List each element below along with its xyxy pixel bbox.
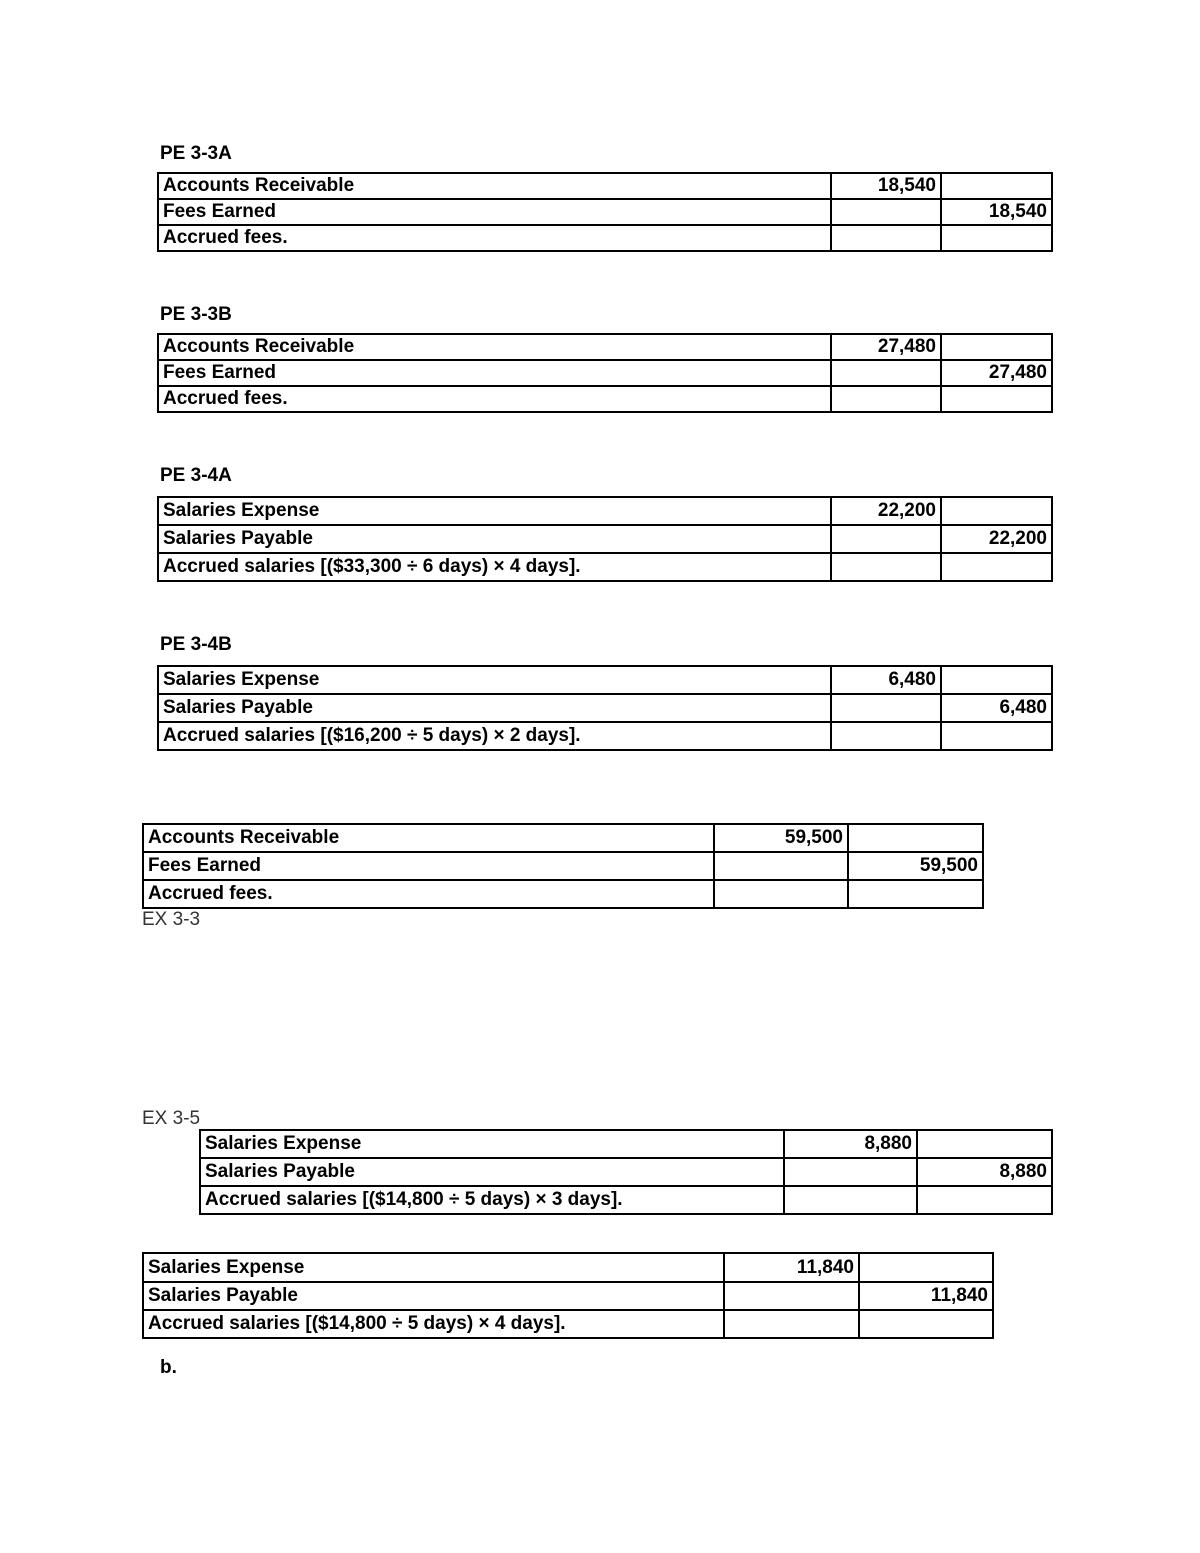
section-heading: PE 3-4A [160, 465, 232, 486]
credit-cell [917, 1130, 1052, 1158]
table-row [200, 1158, 1052, 1186]
debit-cell [831, 553, 941, 581]
account-cell: Accounts Receivable [143, 824, 714, 852]
table-row [158, 199, 1052, 225]
credit-cell [859, 1253, 993, 1282]
account-cell: Salaries Expense [158, 666, 831, 694]
table-row [158, 497, 1052, 525]
section-heading: PE 3-3A [160, 143, 232, 164]
table-row [158, 694, 1052, 722]
credit-cell: 27,480 [941, 360, 1052, 386]
table-row [158, 553, 1052, 581]
debit-cell [831, 225, 941, 251]
credit-cell: 18,540 [941, 199, 1052, 225]
table-row [158, 360, 1052, 386]
account-cell: Fees Earned [143, 852, 714, 880]
credit-cell [941, 173, 1052, 199]
account-cell: Salaries Payable [200, 1158, 784, 1186]
credit-cell [941, 386, 1052, 412]
table-row [143, 880, 983, 908]
explanation-cell: Accrued salaries [($14,800 ÷ 5 days) × 3 days]. [200, 1186, 784, 1214]
journal-entry-table [157, 333, 1053, 413]
part-label: b. [160, 1357, 177, 1378]
debit-cell [831, 199, 941, 225]
debit-cell: 11,840 [724, 1253, 859, 1282]
debit-cell [784, 1186, 917, 1214]
debit-cell [831, 722, 941, 750]
account-cell: Salaries Expense [158, 497, 831, 525]
table-row [200, 1130, 1052, 1158]
debit-cell [831, 694, 941, 722]
explanation-cell: Accrued fees. [158, 386, 831, 412]
explanation-cell: Accrued salaries [($16,200 ÷ 5 days) × 2 days]. [158, 722, 831, 750]
credit-cell [941, 722, 1052, 750]
account-cell: Accounts Receivable [158, 173, 831, 199]
section-heading: EX 3-5 [142, 1108, 201, 1129]
explanation-cell: Accrued salaries [($14,800 ÷ 5 days) × 4 days]. [143, 1310, 724, 1338]
table-row [143, 1282, 993, 1310]
debit-cell: 18,540 [831, 173, 941, 199]
credit-cell [941, 334, 1052, 360]
journal-entry-table [157, 172, 1053, 252]
section-heading: PE 3-4B [160, 634, 232, 655]
debit-cell [831, 386, 941, 412]
credit-cell [941, 497, 1052, 525]
explanation-cell: Accrued fees. [143, 880, 714, 908]
table-row [143, 1310, 993, 1338]
journal-entry-table [199, 1129, 1053, 1215]
table-row [158, 666, 1052, 694]
debit-cell [714, 880, 848, 908]
account-cell: Salaries Expense [200, 1130, 784, 1158]
account-cell: Salaries Payable [143, 1282, 724, 1310]
account-cell: Salaries Payable [158, 525, 831, 553]
debit-cell: 27,480 [831, 334, 941, 360]
credit-cell [859, 1310, 993, 1338]
credit-cell: 6,480 [941, 694, 1052, 722]
debit-cell [831, 360, 941, 386]
journal-entry-table [142, 1252, 994, 1339]
credit-cell [917, 1186, 1052, 1214]
debit-cell [784, 1158, 917, 1186]
debit-cell [724, 1310, 859, 1338]
account-cell: Salaries Expense [143, 1253, 724, 1282]
journal-entry-table [142, 823, 984, 909]
credit-cell [941, 666, 1052, 694]
account-cell: Fees Earned [158, 360, 831, 386]
table-row [200, 1186, 1052, 1214]
section-heading: EX 3-3 [142, 909, 201, 930]
debit-cell: 59,500 [714, 824, 848, 852]
credit-cell [941, 553, 1052, 581]
table-row [158, 386, 1052, 412]
debit-cell: 6,480 [831, 666, 941, 694]
table-row [158, 525, 1052, 553]
debit-cell: 8,880 [784, 1130, 917, 1158]
account-cell: Accounts Receivable [158, 334, 831, 360]
table-row [158, 225, 1052, 251]
credit-cell: 22,200 [941, 525, 1052, 553]
table-row [143, 852, 983, 880]
debit-cell: 22,200 [831, 497, 941, 525]
credit-cell: 59,500 [848, 852, 983, 880]
credit-cell: 8,880 [917, 1158, 1052, 1186]
account-cell: Salaries Payable [158, 694, 831, 722]
section-heading: PE 3-3B [160, 304, 232, 325]
journal-entry-table [157, 665, 1053, 751]
debit-cell [724, 1282, 859, 1310]
table-row [158, 722, 1052, 750]
table-row [143, 824, 983, 852]
credit-cell [848, 880, 983, 908]
credit-cell: 11,840 [859, 1282, 993, 1310]
table-row [158, 334, 1052, 360]
account-cell: Fees Earned [158, 199, 831, 225]
credit-cell [848, 824, 983, 852]
debit-cell [831, 525, 941, 553]
credit-cell [941, 225, 1052, 251]
table-row [143, 1253, 993, 1282]
debit-cell [714, 852, 848, 880]
journal-entry-table [157, 496, 1053, 582]
table-row [158, 173, 1052, 199]
explanation-cell: Accrued salaries [($33,300 ÷ 6 days) × 4 days]. [158, 553, 831, 581]
explanation-cell: Accrued fees. [158, 225, 831, 251]
